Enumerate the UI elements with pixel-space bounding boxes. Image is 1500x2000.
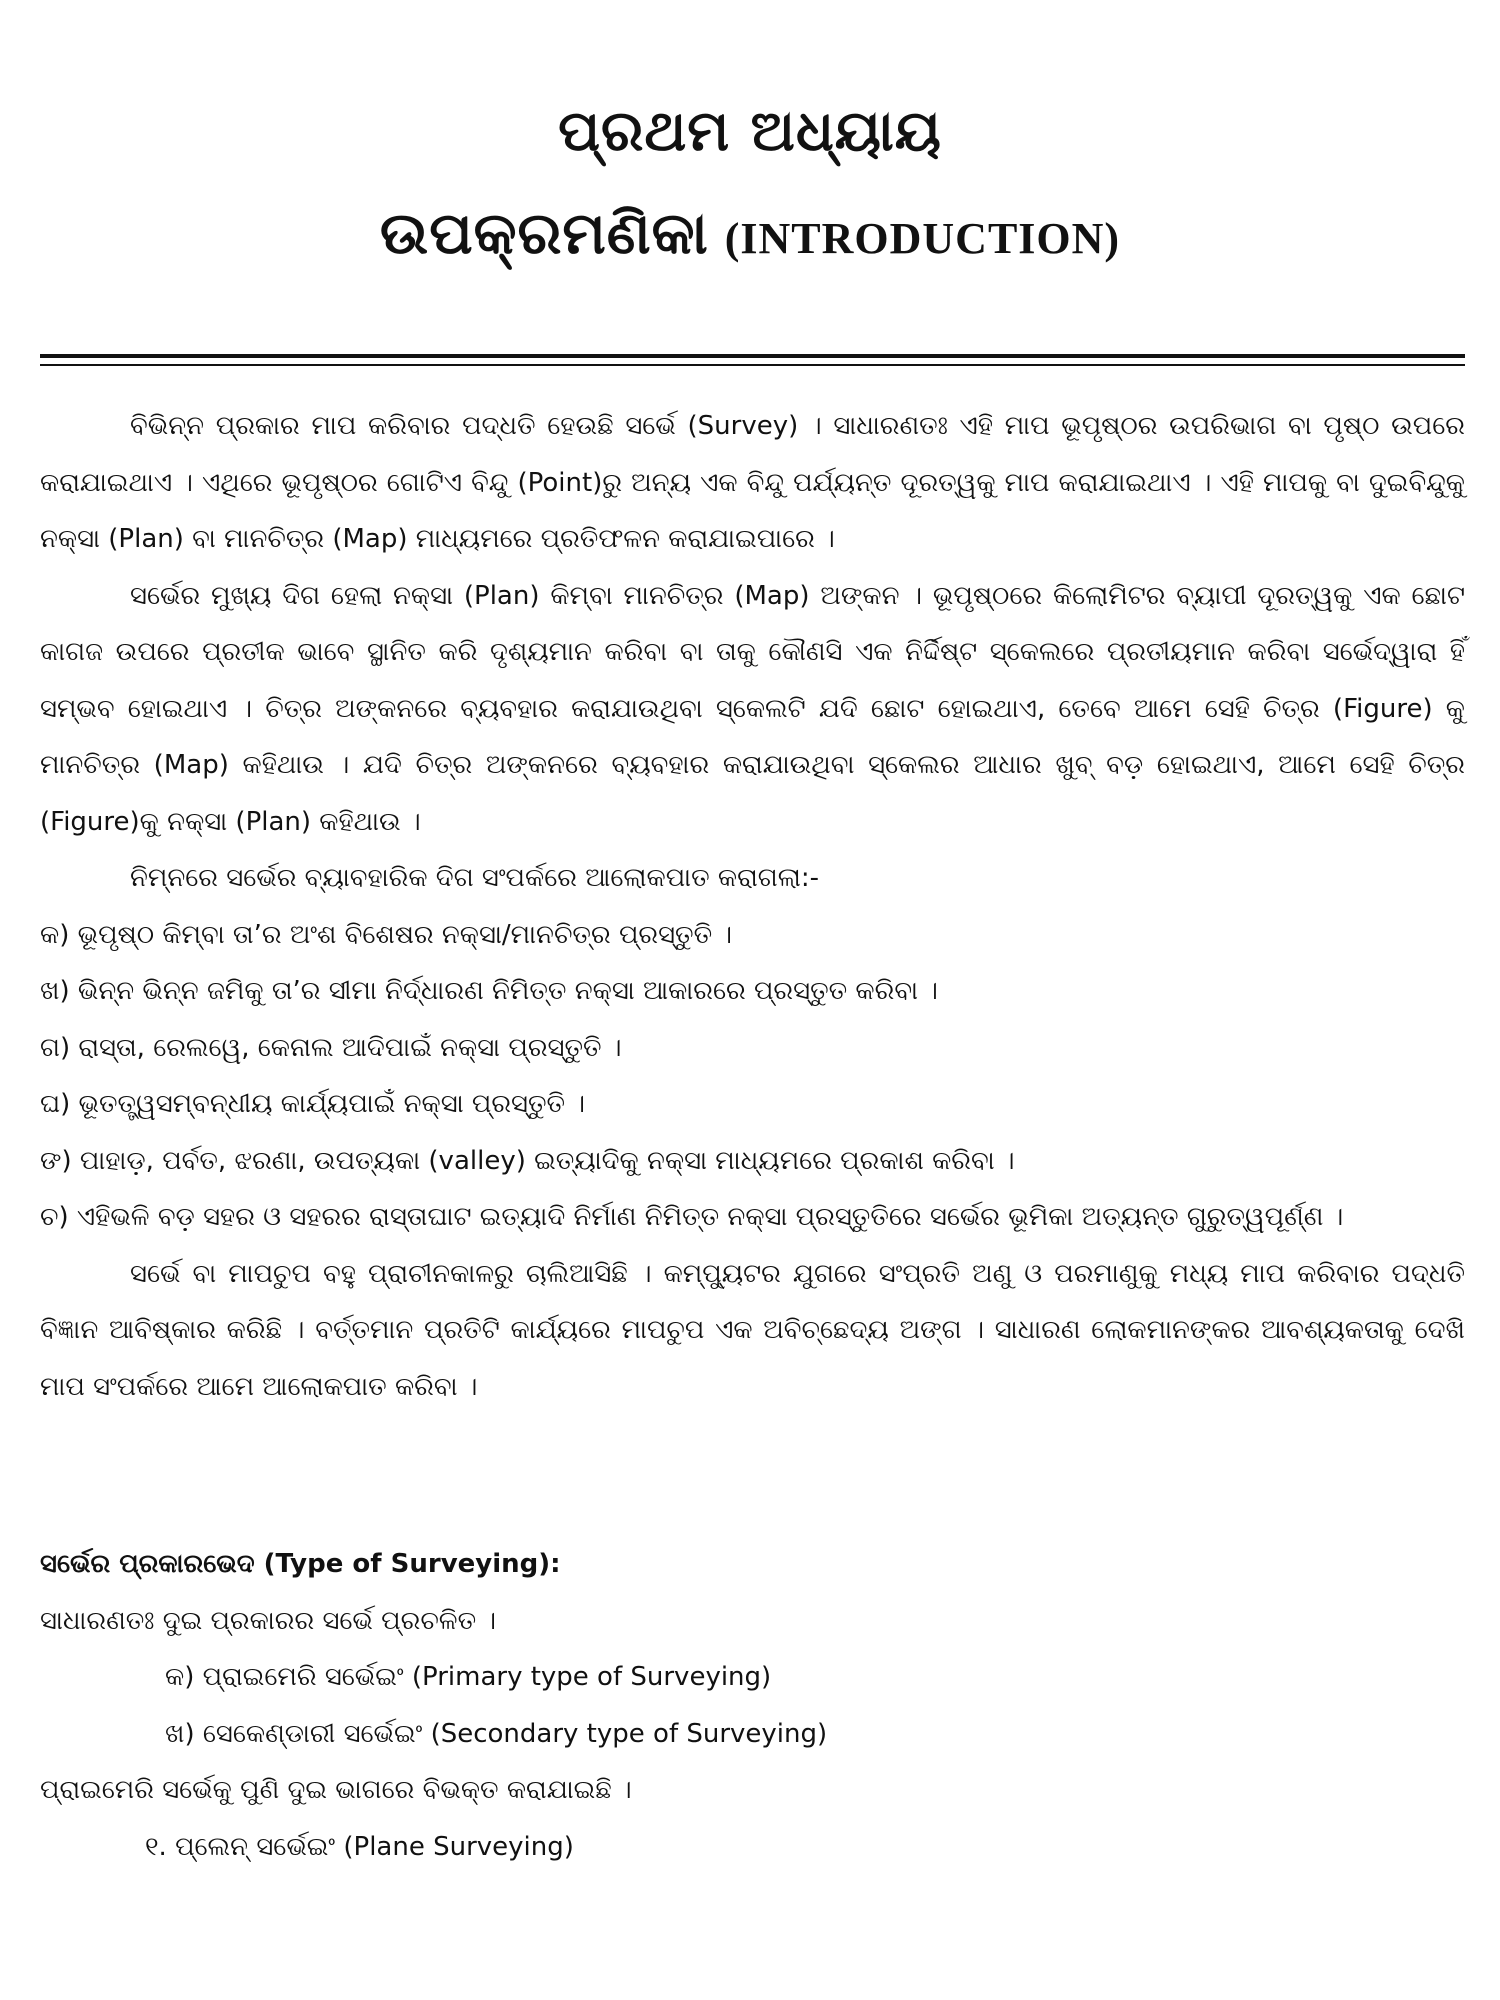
list-item: ଘ) ଭୂତତ୍ତ୍ୱସମ୍ବନ୍ଧୀୟ କାର୍ଯ୍ୟପାଇଁ ନକ୍ସା ପ୍ରସ୍ତୁତି । (40, 1089, 586, 1119)
paragraph: ନିମ୍ନରେ ସର୍ଭେର ବ୍ୟାବହାରିକ ଦିଗ ସଂପର୍କରେ ଆଲୋକପାତ କରାଗଲା:- (130, 863, 819, 893)
body-text (40, 398, 1465, 1415)
title-english: (INTRODUCTION) (724, 214, 1121, 263)
chapter-title (0, 192, 1500, 289)
divider-thick (40, 354, 1465, 358)
paragraph: ସର୍ଭେର ମୁଖ୍ୟ ଦିଗ ହେଲା ନକ୍ସା (Plan) କିମ୍ବା ମାନଚିତ୍ର (Map) ଅଙ୍କନ । ଭୂପୃଷ୍ଠରେ କିଲୋମିଟର ବ୍ୟାପୀ ଦୂରତ୍ୱକୁ ଏକ ଛୋଟ କାଗଜ ଉପରେ ପ୍ରତୀକ ଭାବେ ସ୍ଥାନିତ କରି ଦୃଶ୍ୟମାନ କରିବା ବା ତାକୁ କୌଣସି ଏକ ନିର୍ଦ୍ଦିଷ୍ଟ ସ୍କେଲରେ ପ୍ରତୀୟମାନ କରିବା ସର୍ଭେଦ୍ୱାରା ହିଁ ସମ୍ଭବ ହୋଇଥାଏ । ଚିତ୍ର ଅଙ୍କନରେ ବ୍ୟବହାର କରାଯାଉଥିବା ସ୍କେଲଟି ଯଦି ଛୋଟ ହୋଇଥାଏ, ତେବେ ଆମେ ସେହି ଚିତ୍ର (Figure) କୁ ମାନଚିତ୍ର (Map) କହିଥାଉ । ଯଦି ଚିତ୍ର ଅଙ୍କନରେ ବ୍ୟବହାର କରାଯାଉଥିବା ସ୍କେଲର ଆଧାର ଖୁବ୍ ବଡ଼ ହୋଇଥାଏ, ଆମେ ସେହି ଚିତ୍ର (Figure)କୁ ନକ୍ସା (Plan) କହିଥାଉ । (40, 580, 1465, 837)
survey-type-item: କ) ପ୍ରାଇମେରି ସର୍ଭେଇଂ (Primary type of Surveying) (165, 1662, 772, 1692)
title-odia: ଉପକ୍ରମଣିକା (379, 199, 709, 267)
list-item: ଗ) ରାସ୍ତା, ରେଲୱେ, କେନାଲ ଆଦିପାଇଁ ନକ୍ସା ପ୍ରସ୍ତୁତି । (40, 1032, 622, 1063)
section-heading: ସର୍ଭେର ପ୍ରକାରଭେଦ (Type of Surveying): (40, 1549, 561, 1579)
chapter-heading: ପ୍ରଥମ ଅଧ୍ୟାୟ (558, 99, 942, 164)
primary-note: ପ୍ରାଇମେରି ସର୍ଭେକୁ ପୁଣି ଦୁଇ ଭାଗରେ ବିଭକ୍ତ କରାଯାଇଛି । (40, 1775, 632, 1805)
paragraph: ସର୍ଭେ ବା ମାପଚୁପ ବହୁ ପ୍ରାଚୀନକାଳରୁ ଚାଲିଆସିଛି । କମ୍ପ୍ୟୁଟର ଯୁଗରେ ସଂପ୍ରତି ଅଣୁ ଓ ପରମାଣୁକୁ ମଧ୍ୟ ମାପ କରିବାର ପଦ୍ଧତି ବିଜ୍ଞାନ ଆବିଷ୍କାର କରିଛି । ବର୍ତ୍ତମାନ ପ୍ରତିଟି କାର୍ଯ୍ୟରେ ମାପଚୁପ ଏକ ଅବିଚ୍ଛେଦ୍ୟ ଅଙ୍ଗ । ସାଧାରଣ ଲୋକମାନଙ୍କର ଆବଶ୍ୟକତାକୁ ଦେଖି ମାପ ସଂପର୍କରେ ଆମେ ଆଲୋକପାତ କରିବା । (40, 1258, 1465, 1402)
paragraph: ବିଭିନ୍ନ ପ୍ରକାର ମାପ କରିବାର ପଦ୍ଧତି ହେଉଛି ସର୍ଭେ (Survey) । ସାଧାରଣତଃ ଏହି ମାପ ଭୂପୃଷ୍ଠର ଉପରିଭାଗ ବା ପୃଷ୍ଠ ଉପରେ କରାଯାଇଥାଏ । ଏଥିରେ ଭୂପୃଷ୍ଠର ଗୋଟିଏ ବିନ୍ଦୁ (Point)ରୁ ଅନ୍ୟ ଏକ ବିନ୍ଦୁ ପର୍ଯ୍ୟନ୍ତ ଦୂରତ୍ୱକୁ ମାପ କରାଯାଇଥାଏ । ଏହି ମାପକୁ ବା ଦୁଇବିନ୍ଦୁକୁ ନକ୍ସା (Plan) ବା ମାନଚିତ୍ର (Map) ମାଧ୍ୟମରେ ପ୍ରତିଫଳନ କରାଯାଇପାରେ । (40, 411, 1465, 554)
survey-types-section (40, 1536, 1465, 1875)
section-intro: ସାଧାରଣତଃ ଦୁଇ ପ୍ରକାରର ସର୍ଭେ ପ୍ରଚଳିତ । (40, 1605, 497, 1636)
list-item: ଙ) ପାହାଡ଼, ପର୍ବତ, ଝରଣା, ଉପତ୍ୟକା (valley) ଇତ୍ୟାଦିକୁ ନକ୍ସା ମାଧ୍ୟମରେ ପ୍ରକାଶ କରିବା । (40, 1145, 1015, 1176)
list-item: ଚ) ଏହିଭଳି ବଡ଼ ସହର ଓ ସହରର ରାସ୍ତାଘାଟ ଇତ୍ୟାଦି ନିର୍ମାଣ ନିମିତ୍ତ ନକ୍ସା ପ୍ରସ୍ତୁତିରେ ସର୍ଭେର ଭୂମିକା ଅତ୍ୟନ୍ତ ଗୁରୁତ୍ୱପୂର୍ଣ୍ଣ । (40, 1202, 1344, 1232)
list-item: ଖ) ଭିନ୍ନ ଭିନ୍ନ ଜମିକୁ ତା’ର ସୀମା ନିର୍ଦ୍ଧାରଣ ନିମିତ୍ତ ନକ୍ସା ଆକାରରେ ପ୍ରସ୍ତୁତ କରିବା । (40, 976, 938, 1006)
divider-thin (40, 364, 1465, 366)
list-item: କ) ଭୂପୃଷ୍ଠ କିମ୍ବା ତା’ର ଅଂଶ ବିଶେଷର ନକ୍ସା/ମାନଚିତ୍ର ପ୍ରସ୍ତୁତି । (40, 919, 733, 950)
survey-type-item: ଖ) ସେକେଣ୍ଡାରୀ ସର୍ଭେଇଂ (Secondary type of Surveying) (165, 1718, 828, 1749)
primary-sub-item: ୧. ପ୍ଲେନ୍ ସର୍ଭେଇଂ (Plane Surveying) (145, 1831, 574, 1862)
